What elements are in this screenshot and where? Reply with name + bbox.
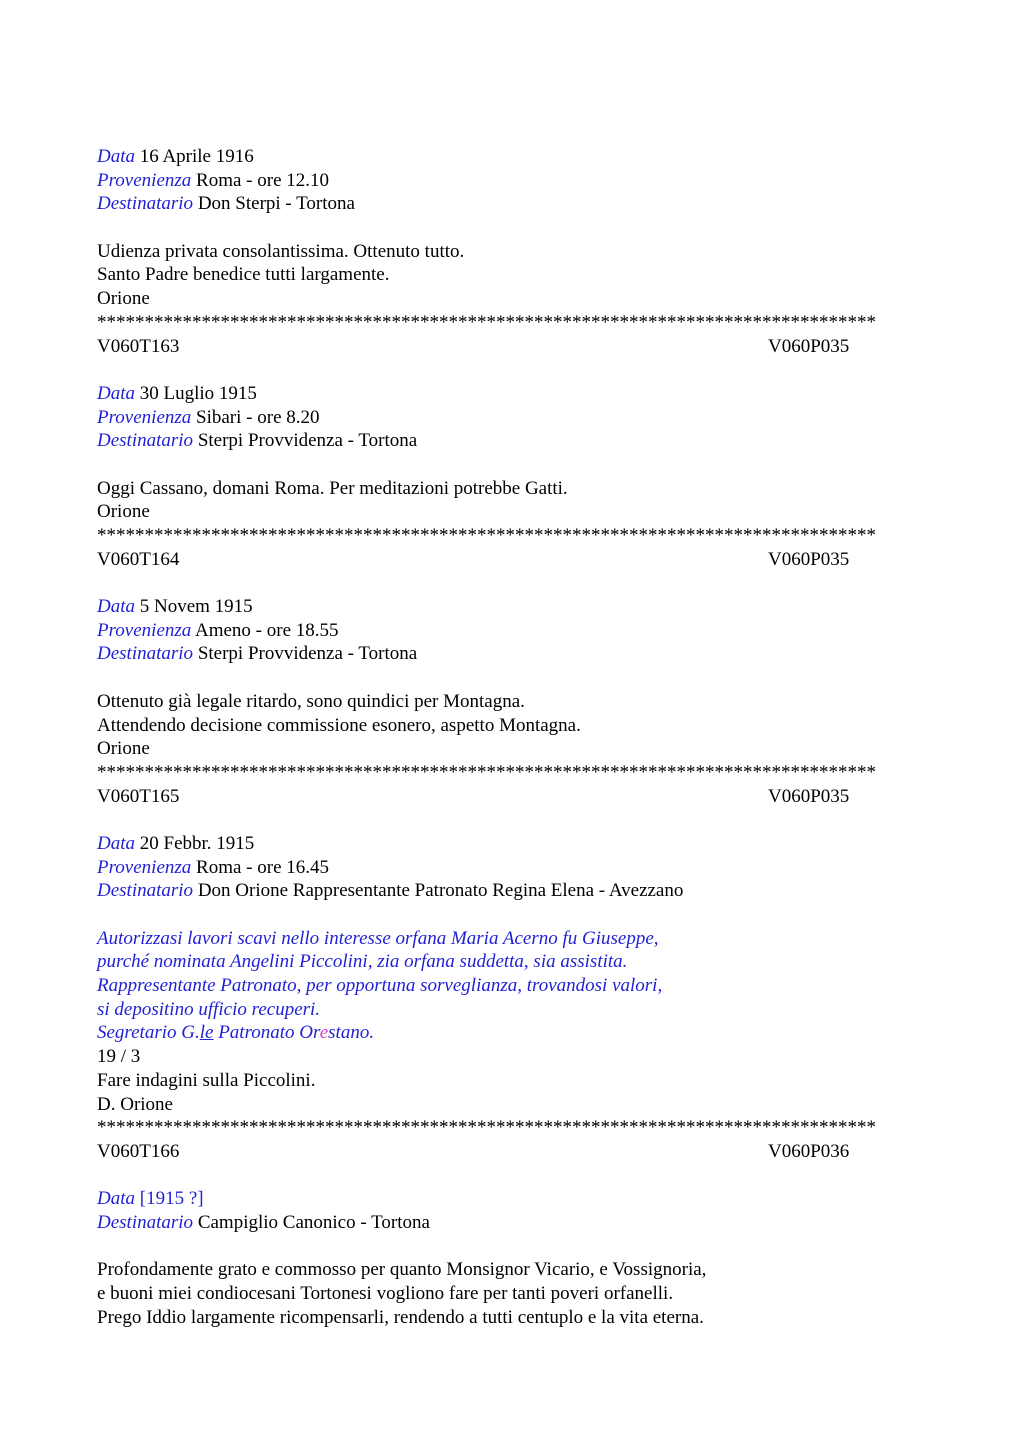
body-line: Fare indagini sulla Piccolini. <box>97 1069 316 1091</box>
data-label: Data <box>97 382 135 404</box>
signature-part: Patronato Or <box>213 1022 320 1044</box>
provenienza-label: Provenienza <box>97 619 192 641</box>
telegram-entry <box>97 785 937 1117</box>
spacer <box>97 358 937 382</box>
signature-line: Orione <box>97 501 150 523</box>
spacer <box>97 666 937 690</box>
signature-part: stano. <box>328 1022 375 1044</box>
provenienza-value: Ameno - ore 18.55 <box>194 619 339 641</box>
destinatario-label: Destinatario <box>97 193 194 215</box>
body-line: Udienza privata consolantissima. Ottenuto tutto. <box>97 240 465 262</box>
data-line <box>97 1187 937 1211</box>
body-line: Oggi Cassano, domani Roma. Per meditazioni potrebbe Gatti. <box>97 477 568 499</box>
destinatario-line <box>97 642 937 666</box>
data-value: 30 Luglio 1915 <box>139 382 257 404</box>
destinatario-label: Destinatario <box>97 430 194 452</box>
data-label: Data <box>97 832 135 854</box>
data-value: 16 Aprile 1916 <box>139 146 254 167</box>
spacer <box>97 1164 937 1188</box>
spacer <box>97 808 937 832</box>
document-page <box>97 145 937 1329</box>
destinatario-label: Destinatario <box>97 643 194 665</box>
data-value: 5 Novem 1915 <box>139 596 253 618</box>
telegram-entry <box>97 145 937 311</box>
provenienza-line <box>97 856 937 880</box>
destinatario-label: Destinatario <box>97 1211 194 1233</box>
separator-stars: ********************************************************************************** <box>97 1117 876 1139</box>
code-right: V060P035 <box>768 548 850 570</box>
provenienza-label: Provenienza <box>97 406 192 428</box>
code-right: V060P035 <box>768 335 850 357</box>
entry-codes <box>97 785 937 809</box>
body-line: Attendendo decisione commissione esonero, aspetto Montagna. <box>97 714 581 736</box>
body-line: e buoni miei condiocesani Tortonesi vogliono fare per tanti poveri orfanelli. <box>97 1283 674 1304</box>
signature-line: Orione <box>97 738 150 760</box>
code-left: V060T164 <box>97 548 180 570</box>
data-line <box>97 382 937 406</box>
data-value: [1915 ?] <box>139 1188 204 1210</box>
provenienza-label: Provenienza <box>97 169 192 191</box>
spacer <box>97 216 937 240</box>
data-line <box>97 832 937 856</box>
data-label: Data <box>97 1188 135 1210</box>
body-line: Profondamente grato e commosso per quanto Monsignor Vicario, e Vossignoria, <box>97 1259 707 1281</box>
spacer <box>97 903 937 927</box>
signature-line: Orione <box>97 288 150 310</box>
provenienza-value: Sibari - ore 8.20 <box>196 406 320 428</box>
quoted-line: si depositino ufficio recuperi. <box>97 998 321 1020</box>
code-left: V060T163 <box>97 335 180 357</box>
data-label: Data <box>97 596 135 618</box>
provenienza-line <box>97 406 937 430</box>
data-line <box>97 595 937 619</box>
body-line: 19 / 3 <box>97 1046 141 1068</box>
entry-codes <box>97 1140 937 1164</box>
provenienza-label: Provenienza <box>97 856 192 878</box>
provenienza-line <box>97 169 937 193</box>
quoted-line: Rappresentante Patronato, per opportuna sorveglianza, trovandosi valori, <box>97 975 663 997</box>
destinatario-value: Don Sterpi - Tortona <box>197 193 355 215</box>
destinatario-value: Don Orione Rappresentante Patronato Regina Elena - Avezzano <box>197 880 684 902</box>
destinatario-line <box>97 429 937 453</box>
provenienza-value: Roma - ore 16.45 <box>196 856 330 878</box>
telegram-entry <box>97 1140 937 1330</box>
destinatario-value: Campiglio Canonico - Tortona <box>197 1211 430 1233</box>
code-left: V060T165 <box>97 785 180 807</box>
quoted-line: Autorizzasi lavori scavi nello interesse orfana Maria Acerno fu Giuseppe, <box>97 927 659 949</box>
quoted-signature <box>97 1021 937 1045</box>
data-label: Data <box>97 146 135 167</box>
separator-stars: ********************************************************************************** <box>97 525 876 546</box>
spacer <box>97 1235 937 1259</box>
provenienza-value: Roma - ore 12.10 <box>196 169 330 191</box>
code-left: V060T166 <box>97 1140 180 1162</box>
telegram-entry <box>97 548 937 761</box>
destinatario-line <box>97 1211 937 1235</box>
signature-abbrev: le <box>199 1022 214 1044</box>
destinatario-label: Destinatario <box>97 880 194 902</box>
body-line: Ottenuto già legale ritardo, sono quindici per Montagna. <box>97 690 525 712</box>
destinatario-line <box>97 192 937 216</box>
signature-highlight: e <box>319 1022 329 1044</box>
entry-codes <box>97 335 937 359</box>
destinatario-value: Sterpi Provvidenza - Tortona <box>197 430 418 452</box>
destinatario-value: Sterpi Provvidenza - Tortona <box>197 643 418 665</box>
data-value: 20 Febbr. 1915 <box>139 832 255 854</box>
code-right: V060P035 <box>768 785 850 807</box>
destinatario-line <box>97 879 937 903</box>
spacer <box>97 453 937 477</box>
telegram-entry <box>97 335 937 525</box>
separator-stars: ********************************************************************************** <box>97 311 876 333</box>
entry-codes <box>97 548 937 572</box>
code-right: V060P036 <box>768 1140 850 1162</box>
quoted-line: purché nominata Angelini Piccolini, zia orfana suddetta, sia assistita. <box>97 951 628 973</box>
separator-stars: ********************************************************************************** <box>97 761 876 783</box>
provenienza-line <box>97 619 937 643</box>
spacer <box>97 571 937 595</box>
signature-line: D. Orione <box>97 1093 173 1115</box>
data-line <box>97 145 937 169</box>
signature-part: Segretario G. <box>97 1022 200 1044</box>
body-line: Prego Iddio largamente ricompensarli, rendendo a tutti centuplo e la vita eterna. <box>97 1306 704 1328</box>
body-line: Santo Padre benedice tutti largamente. <box>97 264 390 286</box>
